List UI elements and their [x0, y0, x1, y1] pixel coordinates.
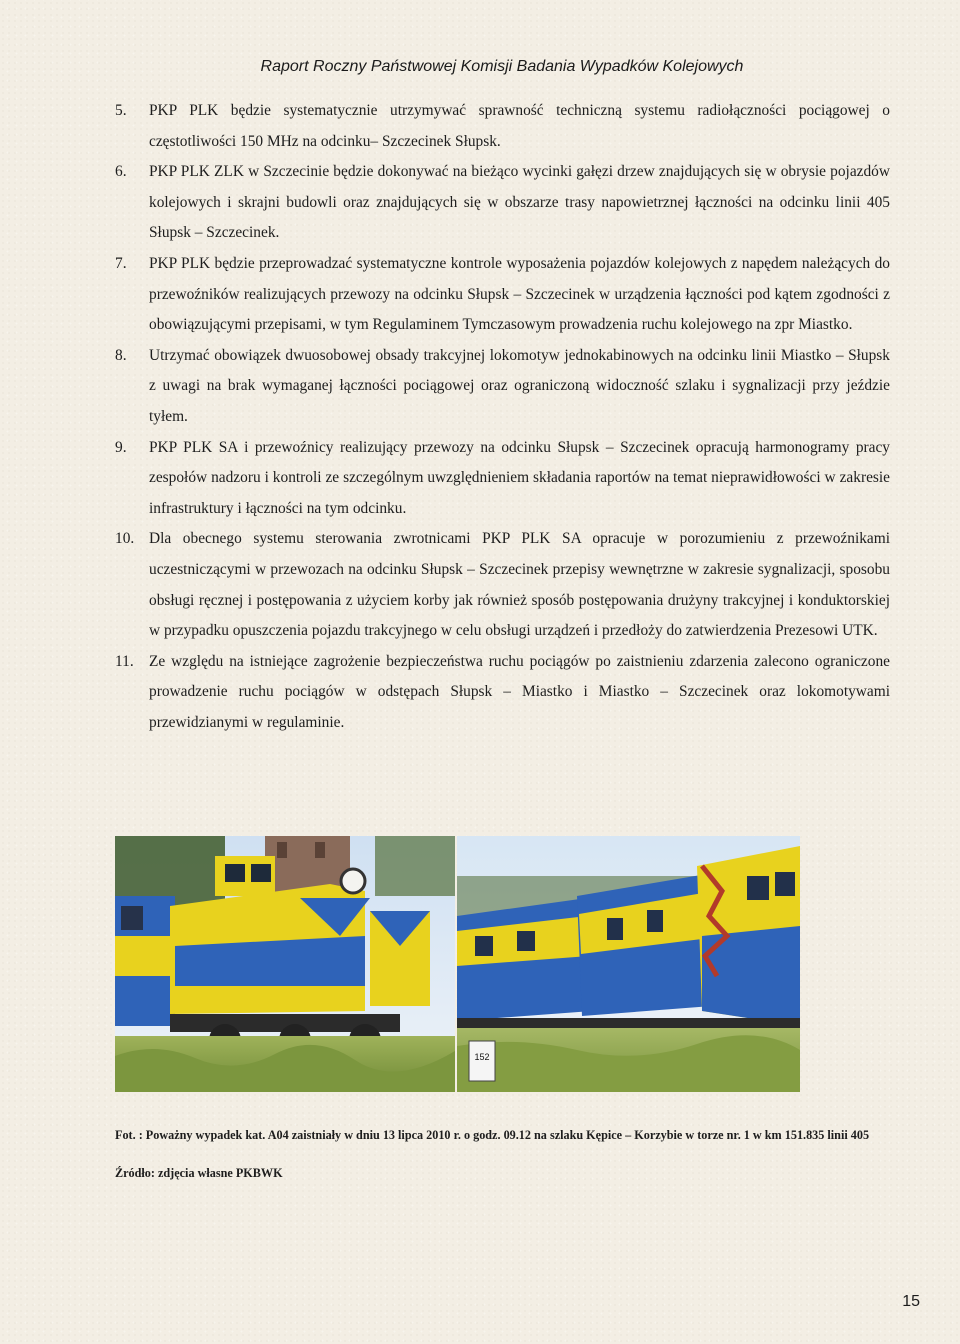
recommendations-list — [115, 96, 890, 738]
list-item — [115, 341, 890, 433]
item-text: PKP PLK SA i przewoźnicy realizujący przewozy na odcinku Słupsk – Szczecinek opracują harmonogramy pracy zespołów nadzoru i kontroli ze szczególnym uwzględnieniem składania raportów na temat nieprawidłowości w zakresie infrastruktury i łączności na tym odcinku. — [149, 438, 890, 517]
accident-photos — [115, 836, 800, 1092]
list-item — [115, 157, 890, 249]
item-number: 9. — [115, 438, 127, 456]
item-text: Ze względu na istniejące zagrożenie bezpieczeństwa ruchu pociągów po zaistnieniu zdarzenia zalecono ograniczone prowadzenie ruchu pociągów w odstępach Słupsk – Miastko i Miastko – Szczecinek oraz lokomotywami przewidzianymi w regulaminie. — [149, 652, 890, 731]
item-number: 8. — [115, 346, 127, 364]
derailed-carriages-photo — [457, 836, 800, 1092]
carriages-illustration — [457, 836, 800, 1092]
list-item — [115, 647, 890, 739]
report-header: Raport Roczny Państwowej Komisji Badania Wypadków Kolejowych — [260, 58, 744, 75]
item-text: PKP PLK ZLK w Szczecinie będzie dokonywać na bieżąco wycinki gałęzi drzew znajdujących się w obrysie pojazdów kolejowych i skrajni budowli oraz znajdujących się w obszarze trasy napowietrznej łączności na odcinku linii 405 Słupsk – Szczecinek. — [149, 163, 890, 242]
item-text: PKP PLK będzie systematycznie utrzymywać sprawność techniczną systemu radiołączności pociągowej o częstotliwości 150 MHz na odcinku– Szczecinek Słupsk. — [149, 102, 890, 150]
item-text: Dla obecnego systemu sterowania zwrotnicami PKP PLK SA opracuje w porozumieniu z przewoźnikami uczestniczącymi w przewozach na odcinku Słupsk – Szczecinek przepisy wewnętrzne w zakresie sygnalizacji, sposobu obsługi ręcznej i postępowania z użyciem korby jak również sposób postępowania drużyny trakcyjnej i konduktorskiej w przypadku opuszczenia pojazdu trakcyjnego w celu obsługi urządzeń i przedłoży do zatwierdzenia Prezesowi UTK. — [149, 530, 890, 640]
list-item — [115, 249, 890, 341]
photo-source: Źródło: zdjęcia własne PKBWK — [115, 1166, 283, 1180]
list-item — [115, 524, 890, 646]
item-number: 11. — [115, 652, 134, 670]
locomotive-photo — [115, 836, 455, 1092]
page-number: 15 — [902, 1293, 920, 1310]
list-item — [115, 96, 890, 157]
locomotive-illustration — [115, 836, 455, 1092]
list-item — [115, 433, 890, 525]
item-number: 6. — [115, 163, 127, 181]
item-number: 5. — [115, 102, 127, 119]
item-text: Utrzymać obowiązek dwuosobowej obsady trakcyjnej lokomotyw jednokabinowych na odcinku linii Miastko – Słupsk z uwagi na brak wymaganej łączności pociągowej oraz ograniczoną widoczność szlaku i sygnalizacji przy jeździe tyłem. — [149, 346, 890, 425]
item-text: PKP PLK będzie przeprowadzać systematyczne kontrole wyposażenia pojazdów kolejowych z napędem należących do przewoźników realizujących przewozy na odcinku Słupsk – Szczecinek w urządzenia łączności pod kątem zgodności z obowiązującymi przepisami, w tym Regulaminem Tymczasowym prowadzenia ruchu kolejowego na zpr Miastko. — [149, 254, 890, 334]
item-number: 10. — [115, 530, 135, 548]
km-sign-label: 152 — [474, 1052, 490, 1062]
item-number: 7. — [115, 254, 127, 272]
photo-caption: Fot. : Poważny wypadek kat. A04 zaistniały w dniu 13 lipca 2010 r. o godz. 09.12 na szlaku Kępice – Korzybie w torze nr. 1 w km 151.835 linii 405 — [115, 1128, 870, 1142]
